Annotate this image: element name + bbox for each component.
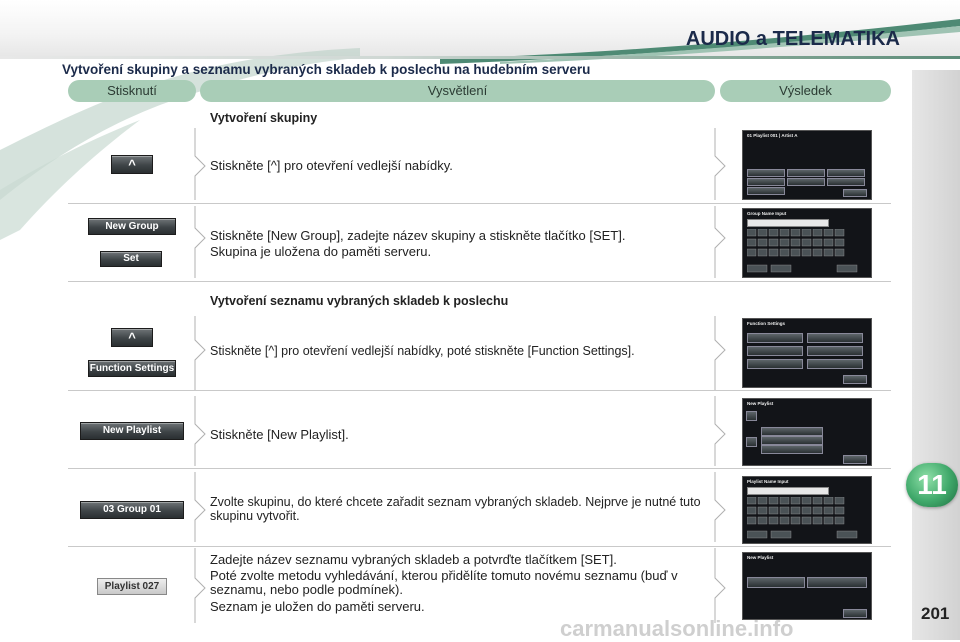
row-5-text: Zvolte skupinu, do které chcete zařadit seznam vybraných skladeb. Nejprve je nutné tuto skupinu vytvořit. — [210, 495, 701, 523]
row-6-text-3: Seznam je uložen do paměti serveru. — [210, 599, 425, 614]
row-separator — [68, 468, 891, 469]
page-subtitle: Vytvoření skupiny a seznamu vybraných skladeb k poslechu na hudebním serveru — [62, 62, 591, 77]
page-number: 201 — [921, 604, 950, 623]
column-header-result: Výsledek — [720, 80, 891, 102]
caret-up-button[interactable]: ^ — [111, 155, 153, 174]
row-3-text: Stiskněte [^] pro otevření vedlejší nabídky, poté stiskněte [Function Settings]. — [210, 344, 635, 358]
side-tab-bar — [912, 70, 960, 640]
column-header-press: Stisknutí — [68, 80, 196, 102]
column-header-explanation: Vysvětlení — [200, 80, 715, 102]
screen-title: Playlist Name Input — [747, 479, 789, 484]
screen-search-method — [742, 552, 872, 620]
playlist-name-field[interactable]: Playlist 027 — [97, 578, 167, 595]
caret-up-button[interactable]: ^ — [111, 328, 153, 347]
group-01-button[interactable]: 03 Group 01 — [80, 501, 184, 519]
row-separator — [68, 281, 891, 282]
new-playlist-button[interactable]: New Playlist — [80, 422, 184, 440]
screen-menu — [742, 130, 872, 200]
row-4-text: Stiskněte [New Playlist]. — [210, 427, 349, 442]
row-6-text-1: Zadejte název seznamu vybraných skladeb a potvrďte tlačítkem [SET]. — [210, 552, 617, 567]
chapter-badge: 11 — [906, 463, 958, 507]
row-2-text-2: Skupina je uložena do paměti serveru. — [210, 244, 432, 259]
row-separator — [68, 203, 891, 204]
row-separator — [68, 546, 891, 547]
screen-function-settings — [742, 318, 872, 388]
screen-new-playlist — [742, 398, 872, 466]
screen-group-name-input — [742, 208, 872, 278]
watermark: carmanualsonline.info — [560, 616, 794, 641]
row-separator — [68, 390, 891, 391]
row-1-text: Stiskněte [^] pro otevření vedlejší nabídky. — [210, 158, 453, 173]
chapter-title: AUDIO a TELEMATIKA — [685, 28, 900, 50]
row-6-text-2: Poté zvolte metodu vyhledávání, kterou přidělíte tomuto novému seznamu (buď v seznamu, nebo podle podmínek). — [210, 568, 678, 597]
screen-title: New Playlist — [747, 555, 774, 560]
screen-title: Group Name Input — [747, 211, 787, 216]
set-button[interactable]: Set — [100, 251, 162, 267]
screen-title: New Playlist — [747, 401, 774, 406]
row-2-text-1: Stiskněte [New Group], zadejte název skupiny a stiskněte tlačítko [SET]. — [210, 228, 626, 243]
function-settings-button[interactable]: Function Settings — [88, 360, 176, 377]
section-heading-group: Vytvoření skupiny — [210, 111, 318, 125]
section-heading-playlist: Vytvoření seznamu vybraných skladeb k poslechu — [210, 294, 509, 308]
header-rule — [0, 56, 960, 59]
screen-title: 01 Playlist 001 | Artist A — [747, 133, 798, 138]
new-group-button[interactable]: New Group — [88, 218, 176, 235]
screen-playlist-name-input — [742, 476, 872, 544]
screen-title: Function Settings — [747, 321, 785, 326]
